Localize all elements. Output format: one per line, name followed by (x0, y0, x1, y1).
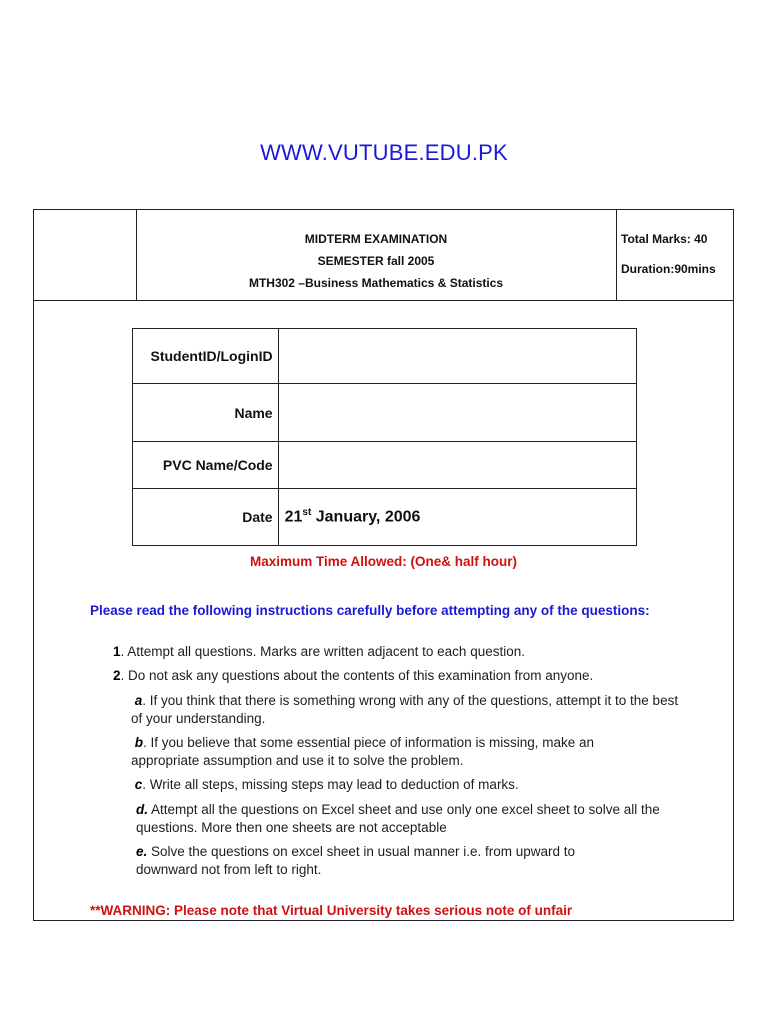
total-marks: Total Marks: 40 (621, 232, 708, 246)
pvc-label: PVC Name/Code (133, 442, 279, 489)
date-suffix: st (302, 507, 312, 519)
name-row (133, 384, 637, 442)
instructions-heading: Please read the following instructions carefully before attempting any of the questions: (90, 603, 650, 618)
exam-title: MIDTERM EXAMINATION (304, 232, 448, 246)
course-title: MTH302 –Business Mathematics & Statistics (248, 276, 504, 290)
rule-a (131, 692, 681, 728)
exam-frame (33, 209, 734, 921)
rule-b (131, 734, 661, 770)
rule-e-letter: e. (136, 844, 148, 859)
rule-e (136, 843, 636, 879)
rule-c (131, 776, 691, 794)
rule-b-letter: b (134, 735, 144, 750)
student-id-row (133, 329, 637, 384)
rule-d-letter: d. (136, 802, 148, 817)
student-info-table (132, 328, 637, 546)
date-rest: January, 2006 (311, 508, 421, 526)
marks-cell (616, 210, 733, 300)
rule-a-letter: a (134, 693, 143, 708)
rule-d (136, 801, 681, 837)
rule-2-text: . Do not ask any questions about the contents of this examination from anyone. (120, 668, 594, 683)
rule-b-text: . If you believe that some essential piece of information is missing, make an appropriate assumption and use it to solve the problem. (131, 735, 594, 768)
rule-a-text: . If you think that there is something wrong with any of the questions, attempt it to the best of your understanding. (131, 693, 679, 726)
rule-d-text: Attempt all the questions on Excel sheet and use only one excel sheet to solve all the questions. More then one sheets are not acceptable (136, 802, 660, 835)
exam-header (34, 210, 733, 301)
date-label: Date (133, 489, 279, 546)
rule-1-text: . Attempt all questions. Marks are written adjacent to each question. (120, 644, 525, 659)
student-id-label: StudentID/LoginID (133, 329, 279, 384)
rule-1 (113, 643, 713, 661)
pvc-row (133, 442, 637, 489)
site-url-link[interactable]: WWW.VUTUBE.EDU.PK (260, 140, 508, 165)
logo-cell (34, 210, 137, 300)
max-time-notice: Maximum Time Allowed: (One& half hour) (249, 554, 518, 569)
duration: Duration:90mins (621, 262, 716, 276)
date-day: 21 (284, 508, 303, 526)
pvc-field[interactable] (278, 442, 636, 489)
rule-c-letter: c (134, 777, 143, 792)
semester-label: SEMESTER fall 2005 (317, 254, 435, 268)
exam-info-cell (136, 210, 617, 300)
rule-e-text: Solve the questions on excel sheet in usual manner i.e. from upward to downward not from left to right. (136, 844, 576, 877)
date-row (133, 489, 637, 546)
rule-c-text: . Write all steps, missing steps may lead to deduction of marks. (142, 777, 519, 792)
date-value (278, 489, 636, 546)
name-label: Name (133, 384, 279, 442)
student-id-field[interactable] (278, 329, 636, 384)
rule-2 (113, 667, 723, 685)
name-field[interactable] (278, 384, 636, 442)
rule-1-number: 1 (113, 644, 121, 659)
rule-2-number: 2 (113, 668, 121, 683)
warning-notice: **WARNING: Please note that Virtual University takes serious note of unfair (90, 903, 573, 918)
